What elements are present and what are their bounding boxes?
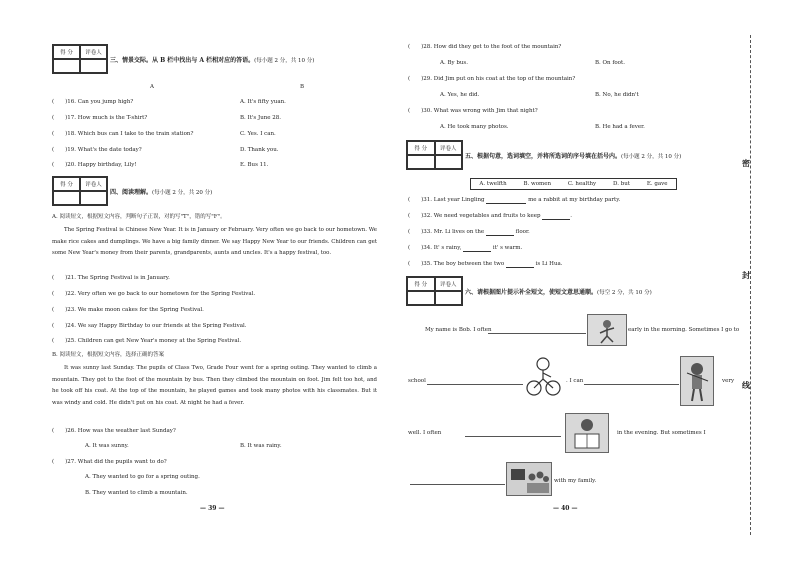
page-number-40: — 40 — xyxy=(553,505,578,512)
option-29b: B. No, he didn't xyxy=(595,92,639,98)
section-3-title: 三、情景交际。从 B 栏中找出与 A 栏相对应的答语。(每小题 2 分，共 10 分) xyxy=(110,57,315,64)
option-28b: B. On foot. xyxy=(595,60,625,66)
question-35: ( )35. The boy between the two is Li Hua. xyxy=(408,261,563,267)
binding-dashed-line xyxy=(750,35,752,535)
question-16: ( )16. Can you jump high? xyxy=(52,99,134,105)
word-option: B. women xyxy=(523,181,552,187)
cloze-line-2-start: school xyxy=(408,378,426,384)
answer-blank[interactable] xyxy=(542,219,570,220)
question-31: ( )31. Last year Lingling me a rabbit at my birthday party. xyxy=(408,197,621,203)
cloze-line-3-start: well. I often xyxy=(408,430,442,436)
score-box: 得 分 评卷人 xyxy=(406,276,463,306)
question-30: ( )30. What was wrong with Jim that night? xyxy=(408,108,538,114)
boy-reading-picture xyxy=(565,413,609,453)
boy-riding-bike-picture xyxy=(524,355,562,397)
answer-b: B. It's June 28. xyxy=(240,115,282,121)
answer-a: A. It's fifty yuan. xyxy=(240,99,286,105)
reading-passage-2: It was sunny last Sunday. The pupils of Class Two, Grade Four went for a spring outing. They wanted to climb a mountain. They got to the foot of the mountain by bus. Then they climbed the mountain on foot. Jim felt too hot, and he took off his coat. At the top of the mountain, he played games and took many photos with his classmates. But it was windy and cold. He didn't put on his coat. At night he had a fever. xyxy=(52,365,377,406)
option-26a: A. It was sunny. xyxy=(85,443,129,449)
binding-char: 密 xyxy=(742,158,750,168)
family-watching-tv-picture xyxy=(506,462,552,496)
answer-blank[interactable] xyxy=(463,251,491,252)
question-27: ( )27. What did the pupils want to do? xyxy=(52,459,167,465)
cloze-blank-4[interactable] xyxy=(465,436,561,437)
section-4-title: 四、阅读理解。(每小题 2 分，共 20 分) xyxy=(110,189,213,196)
boy-playing-violin-picture xyxy=(680,356,714,406)
binding-char: 封 xyxy=(742,270,750,280)
answer-c: C. Yes. I can. xyxy=(240,131,276,137)
option-28a: A. By bus. xyxy=(440,60,468,66)
word-option: C. healthy xyxy=(567,181,597,187)
option-30b: B. He had a fever. xyxy=(595,124,645,130)
question-17: ( )17. How much is the T-shirt? xyxy=(52,115,148,121)
question-33: ( )33. Mr. Li lives on the floor. xyxy=(408,229,530,235)
question-22: ( )22. Very often we go back to our hometown for the Spring Festival. xyxy=(52,291,256,297)
question-25: ( )25. Children can get New Year's money at the Spring Festival. xyxy=(52,338,242,344)
question-28: ( )28. How did they get to the foot of the mountain? xyxy=(408,44,562,50)
question-34: ( )34. It' s rainy, it' s warm. xyxy=(408,245,523,251)
option-27b: B. They wanted to climb a mountain. xyxy=(85,490,188,496)
answer-blank[interactable] xyxy=(486,203,526,204)
section-6-title: 六、请根据图片提示补全短文，使短文意思通顺。(每空 2 分，共 10 分) xyxy=(465,289,652,296)
question-19: ( )19. What's the date today? xyxy=(52,147,142,153)
word-option: A. twelfth xyxy=(479,181,507,187)
question-26: ( )26. How was the weather last Sunday? xyxy=(52,428,176,434)
part-b-instruction: B. 阅读短文，根据短文内容，选择正确的答案 xyxy=(52,352,165,358)
score-box: 得 分 评卷人 xyxy=(406,140,463,170)
option-26b: B. It was rainy. xyxy=(240,443,282,449)
binding-char: 线 xyxy=(742,380,750,390)
part-a-instruction: A. 阅读短文，根据短文内容，判断句子正误，对的写"T"，错的写"F"。 xyxy=(52,214,226,220)
option-30a: A. He took many photos. xyxy=(440,124,509,130)
option-27a: A. They wanted to go for a spring outing. xyxy=(85,474,200,480)
cloze-line-1-end: early in the morning. Sometimes I go to xyxy=(628,327,740,333)
question-32: ( )32. We need vegetables and fruits to keep . xyxy=(408,213,573,219)
cloze-blank-5[interactable] xyxy=(410,484,505,485)
cloze-line-2-end: very xyxy=(722,378,735,384)
answer-e: E. Bus 11. xyxy=(240,162,269,168)
page-number-39: — 39 — xyxy=(200,505,225,512)
question-29: ( )29. Did Jim put on his coat at the top of the mountain? xyxy=(408,76,576,82)
answer-blank[interactable] xyxy=(506,267,534,268)
cloze-line-2-middle: . I can xyxy=(566,378,584,384)
section-5-title: 五、根据句意，选词填空，并将所选词的序号填在括号内。(每小题 2 分，共 10 分) xyxy=(465,153,682,160)
cloze-blank-3[interactable] xyxy=(584,384,679,385)
boy-running-picture xyxy=(587,314,627,346)
question-21: ( )21. The Spring Festival is in January. xyxy=(52,275,170,281)
option-29a: A. Yes, he did. xyxy=(440,92,480,98)
answer-blank[interactable] xyxy=(486,235,514,236)
word-options-box xyxy=(470,178,677,190)
cloze-line-1-start: My name is Bob. I often xyxy=(425,327,492,333)
question-18: ( )18. Which bus can I take to the train station? xyxy=(52,131,194,137)
score-box: 得 分 评卷人 xyxy=(52,176,108,206)
score-box: 得 分 评卷人 xyxy=(52,44,108,74)
reading-passage-1: The Spring Festival is Chinese New Year. It is in January or February. Very often we go back to our hometown. We make rice cakes and dumplings. We have a big family dinner. We say Happy New Year to our friends. Children can get some New Year's money from their parents, grandparents, aunts and uncles. It's a happy festival, too. xyxy=(52,227,377,256)
cloze-blank-1[interactable] xyxy=(488,333,586,334)
word-option: D. but xyxy=(613,181,630,187)
column-a-header: A xyxy=(150,84,154,90)
question-24: ( )24. We say Happy Birthday to our friends at the Spring Festival. xyxy=(52,323,247,329)
column-b-header: B xyxy=(300,84,305,90)
question-20: ( )20. Happy birthday, Lily! xyxy=(52,162,137,168)
word-option: E. gave xyxy=(646,181,668,187)
answer-d: D. Thank you. xyxy=(240,147,279,153)
cloze-blank-2[interactable] xyxy=(427,384,523,385)
question-23: ( )23. We make moon cakes for the Spring Festival. xyxy=(52,307,204,313)
cloze-line-4-end: with my family. xyxy=(554,478,597,484)
cloze-line-3-end: in the evening. But sometimes I xyxy=(617,430,706,436)
